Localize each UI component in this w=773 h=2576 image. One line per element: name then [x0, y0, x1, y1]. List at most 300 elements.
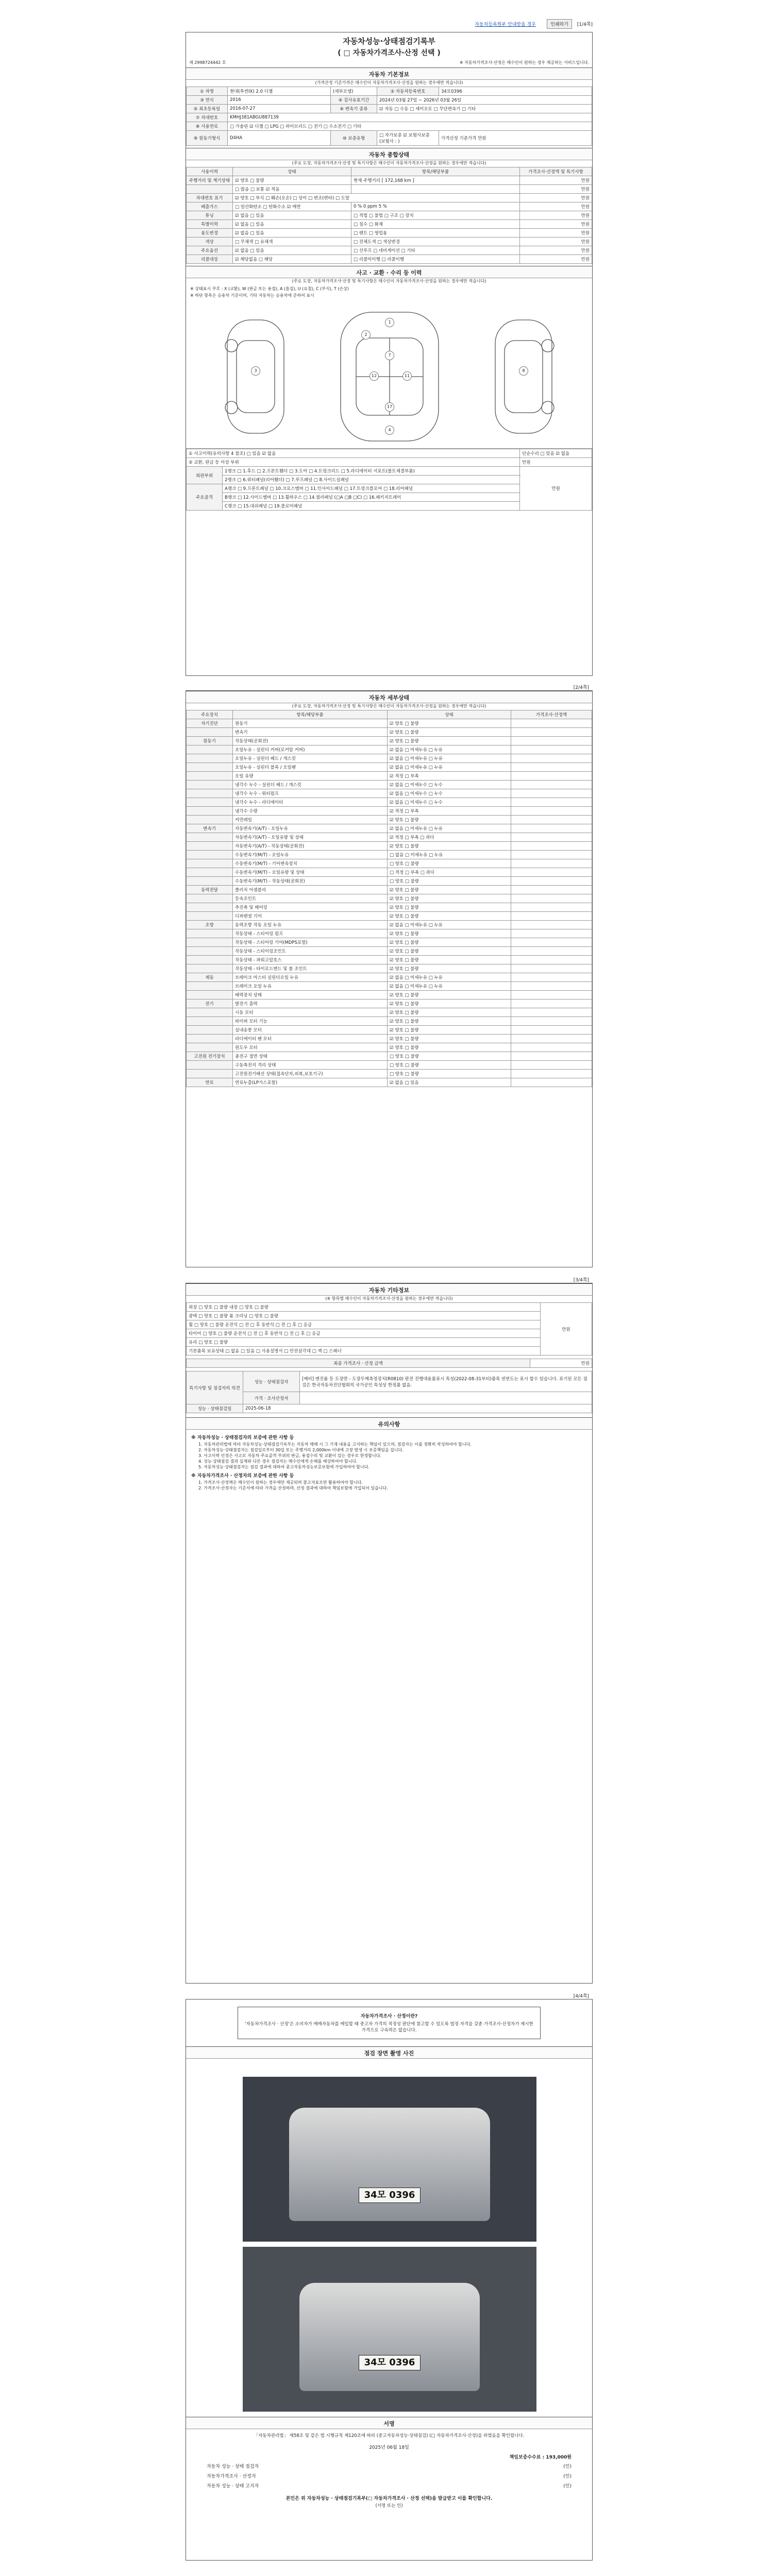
other-row: 기본품목 보유상태 □ 없음 □ 있음 □ 사용설명서 □ 안전삼각대 □ 잭 □ 스패너: [187, 1347, 541, 1355]
detail-cell-i: 윈도우 모터: [233, 1043, 388, 1052]
detail-cell-i: 자동변속기(A/T) - 오일유량 및 상태: [233, 833, 388, 842]
table-row: [187, 1347, 592, 1355]
signer-row: [186, 2461, 592, 2471]
table-row: [187, 833, 592, 842]
detail-cell-s: ☑ 없음 □ 있음: [388, 1078, 511, 1087]
table-row: [187, 781, 592, 789]
table-row: [187, 973, 592, 982]
row-item: □ 리콜미이행 □ 리콜이행: [351, 255, 520, 264]
table-row: [187, 859, 592, 868]
final-price-table: [186, 1359, 592, 1368]
detail-cell-price: [511, 956, 592, 964]
final-price-unit: 만원: [530, 1359, 592, 1368]
label-transmission: ⑥ 변속기 종류: [331, 105, 377, 113]
row-price: 만원: [520, 238, 592, 246]
detail-cell-s: ☑ 없음 □ 미세누유 □ 누유: [388, 982, 511, 991]
caution-item: 5. 자동차성능·상태점검자는 점검 결과에 대하여 중고자동차성능보증보험에 가입하여야 합니다.: [198, 1465, 369, 1469]
table-row: [187, 886, 592, 894]
detail-cell-g: [187, 772, 233, 781]
table-row: [187, 851, 592, 859]
special-label: 특기사항 및 점검자의 의견: [187, 1371, 243, 1404]
frame-rank-c: C랭크 □ 15.대쉬패널 □ 19.플로어패널: [223, 502, 520, 511]
outer-rank-2: 2랭크 □ 6.쿼터패널(리어휀더) □ 7.루프패널 □ 8.사이드실패널: [223, 476, 520, 484]
detail-note: (주요 도장, 자동차가격조사·산정 및 특기사항은 매수인이 자동차가격조사·산정을 원하는 경우에만 적습니다): [292, 704, 486, 708]
detail-cell-g: [187, 763, 233, 772]
detail-cell-s: ☑ 없음 □ 미세누유 □ 누유: [388, 745, 511, 754]
detail-head-0: 주요장치: [187, 710, 233, 719]
detail-table: [186, 710, 592, 1087]
accident-legend: ※ 상태표시 부호 : X (교환), W (판금 또는 용접), A (흠집), U (요철), C (부식), T (손상): [190, 286, 349, 291]
label-engine: ⑨ 원동기형식: [187, 131, 228, 146]
detail-cell-price: [511, 938, 592, 947]
detail-cell-g: [187, 894, 233, 903]
detail-cell-s: ☑ 없음 □ 미세누유 □ 누유: [388, 973, 511, 982]
basic-info-title: 자동차 기본정보: [186, 67, 592, 80]
row-item: □ 선루프 □ 네비게이션 □ 기타: [351, 246, 520, 255]
row-status: □ 많음 □ 보통 ☑ 적음: [233, 185, 351, 194]
row-item: 현재 주행거리 [ 172,168 km ]: [351, 176, 520, 185]
car-front-image: [289, 2108, 490, 2221]
table-row: [187, 1329, 592, 1338]
detail-cell-s: ☑ 양호 □ 불량: [388, 1035, 511, 1043]
form-title: 자동차성능·상태점검기록부: [343, 37, 435, 46]
panel-8: 8: [519, 366, 528, 376]
print-button[interactable]: 인쇄하기: [547, 19, 572, 29]
guarantee-fee: 책임보증수수료 : 193,000원: [509, 2455, 572, 2460]
detail-cell-g: [187, 1008, 233, 1017]
table-row: [187, 1026, 592, 1035]
panel-17: 17: [385, 402, 394, 412]
status-head-2: 항목/해당부품: [351, 167, 520, 176]
table-row: [187, 719, 592, 728]
frame-rank-b: B랭크 □ 12.사이드멤버 □ 13.휠하우스 □ 14.필러패널 (□A □B □C) □ 16.패키지트레이: [223, 493, 520, 502]
page-3-number: [3/4쪽]: [573, 1278, 589, 1283]
table-row: [187, 728, 592, 737]
table-row: [187, 1303, 592, 1312]
special-pricer-label: 가격 · 조사산정자: [243, 1392, 300, 1404]
detail-cell-g: 조향: [187, 921, 233, 929]
table-row: [187, 868, 592, 877]
detail-cell-g: [187, 868, 233, 877]
detail-cell-s: ☑ 양호 □ 불량: [388, 903, 511, 912]
page-2: [186, 685, 593, 1267]
sign-date: 2025년 06월 18일: [369, 2445, 409, 2450]
table-row: [187, 745, 592, 754]
other-row: 타이어 □ 양호 □ 불량 운전석 □ 전 □ 후 동반석 □ 전 □ 후 □ 응급: [187, 1329, 541, 1338]
row-price: 만원: [520, 202, 592, 211]
page-3: [186, 1278, 593, 1984]
detail-cell-g: [187, 938, 233, 947]
detail-cell-price: [511, 894, 592, 903]
reg-no: 34모0396: [439, 87, 592, 96]
detail-cell-price: [511, 807, 592, 816]
detail-cell-s: ☑ 없음 □ 미세누수 □ 누수: [388, 798, 511, 807]
detail-cell-i: 커먼레일: [233, 816, 388, 824]
caution-body: [186, 1430, 592, 1493]
detail-cell-i: 냉각수 수량: [233, 807, 388, 816]
row-status: ☑ 양호 □ 부식 □ 훼손(오손) □ 상이 □ 변조(변타) □ 도말: [233, 194, 520, 202]
table-row: [187, 807, 592, 816]
detail-title: 자동차 세부상태: [186, 691, 592, 703]
basic-info-note: (가격산정 기준가격은 매수인이 자동차가격조사·산정을 원하는 경우에만 적습니다): [315, 80, 463, 85]
pricing-info-text: '자동차가격조사 · 산정'은 소비자가 매매자동차를 매입할 때 중고차 가격의 적정성 판단에 참고할 수 있도록 법정 자격을 갖춘 가격조사·산정자가 제시한 가격으로 구속력은 없습니다.: [245, 2022, 533, 2033]
page-4: [186, 1994, 593, 2561]
caution-item: 3. 사고이력 인정은 사고로 자동차 주요골격 부위의 판금, 용접수리 및 교환이 있는 경우로 한정합니다.: [198, 1453, 381, 1458]
row-price: 만원: [520, 185, 592, 194]
row-price: 만원: [520, 211, 592, 220]
detail-cell-i: 원동기: [233, 719, 388, 728]
table-row: [187, 1338, 592, 1347]
detail-cell-s: ☑ 양호 □ 불량: [388, 816, 511, 824]
detail-cell-i: 작동상태 - 파워고압호스: [233, 956, 388, 964]
detail-cell-s: ☑ 양호 □ 불량: [388, 956, 511, 964]
detail-cell-s: ☑ 양호 □ 불량: [388, 1043, 511, 1052]
detail-cell-i: 시동 모터: [233, 1008, 388, 1017]
detail-cell-i: 고전원전기배선 상태(접속단자,피복,보호기구): [233, 1070, 388, 1078]
row-status: ☑ 없음 □ 있음: [233, 220, 351, 229]
accident-legend-2: ※ 하단 항목은 승용차 기준이며, 기타 자동차는 승용차에 준하여 표시: [190, 293, 314, 298]
detail-cell-g: [187, 1070, 233, 1078]
detail-cell-s: ☑ 양호 □ 불량: [388, 894, 511, 903]
registry-guide-link[interactable]: 자동차등록원부 안내받을 경우: [475, 22, 536, 27]
table-row: [187, 1035, 592, 1043]
detail-cell-i: 오일누유 - 실린더 헤드 / 개스킷: [233, 754, 388, 763]
accident-table: [186, 449, 592, 511]
signer-row: [186, 2471, 592, 2481]
detail-cell-price: [511, 903, 592, 912]
detail-cell-g: 원동기: [187, 737, 233, 745]
detail-cell-s: ☑ 적정 □ 부족: [388, 772, 511, 781]
signer-label: 자동차 성능 · 상태 고지자: [207, 2484, 259, 2489]
photo-title: 점검 장면 촬영 사진: [186, 2046, 592, 2059]
detail-cell-i: 배력장치 상태: [233, 991, 388, 999]
detail-cell-price: [511, 999, 592, 1008]
doc-note: ※ 자동차가격조사·산정은 매수인이 원하는 경우 제공하는 서비스입니다.: [459, 60, 589, 65]
row-price: 만원: [520, 220, 592, 229]
panel-12: 12: [369, 371, 379, 381]
date-label: 성능 · 상태점검일: [187, 1404, 243, 1413]
detail-cell-price: [511, 929, 592, 938]
detail-cell-s: ☑ 양호 □ 불량: [388, 991, 511, 999]
detail-cell-s: ☑ 없음 □ 미세누유 □ 누유: [388, 824, 511, 833]
detail-cell-s: ☑ 양호 □ 불량: [388, 1026, 511, 1035]
page-1: [186, 32, 593, 676]
table-row: [187, 763, 592, 772]
detail-cell-s: ☑ 양호 □ 불량: [388, 1008, 511, 1017]
detail-cell-price: [511, 1026, 592, 1035]
detail-cell-g: [187, 947, 233, 956]
detail-cell-g: 전기: [187, 999, 233, 1008]
detail-cell-price: [511, 973, 592, 982]
signer-label: 자동차가격조사 · 산정자: [207, 2474, 256, 2479]
page-indicator: [1/4쪽]: [577, 22, 593, 27]
detail-cell-s: ☑ 없음 □ 미세누수 □ 누수: [388, 781, 511, 789]
detail-cell-i: 자동변속기(A/T) - 작동상태(공회전): [233, 842, 388, 851]
detail-cell-price: [511, 859, 592, 868]
car-rear-image: [299, 2283, 480, 2391]
table-row: [187, 238, 592, 246]
other-row: 유리 □ 양호 □ 불량: [187, 1338, 541, 1347]
detail-cell-price: [511, 1035, 592, 1043]
detail-cell-i: 연료누출(LP가스포함): [233, 1078, 388, 1087]
detail-cell-i: 오일누유 - 실린더 커버(로커암 커버): [233, 745, 388, 754]
other-price: 만원: [541, 1303, 592, 1355]
row-item: [351, 185, 520, 194]
detail-cell-g: [187, 991, 233, 999]
detail-cell-price: [511, 912, 592, 921]
detail-cell-g: [187, 781, 233, 789]
detail-cell-i: 작동상태 - 스티어링조인트: [233, 947, 388, 956]
simple-repair: 단순수리 □ 있음 ☑ 없음: [520, 449, 592, 458]
vin: KMHJ381ABGU887139: [228, 113, 592, 122]
detail-cell-i: 오일 유량: [233, 772, 388, 781]
car-diagram: [186, 299, 592, 449]
row-status: □ 일산화탄소 □ 탄화수소 ☑ 매연: [233, 202, 351, 211]
label-first-reg: ⑤ 최초등록일: [187, 105, 228, 113]
detail-cell-g: 연료: [187, 1078, 233, 1087]
caution-list-2: [191, 1480, 587, 1491]
special-text: [예비] 엔진룸 등 도장면 - 도장두께측정장치(R0810) 판전 진행대용품표시 특성(2022-08-31부터)품목 빈번도는 표시 할수 있습니다. 표기된 모든 점검은 한국자동차진단협회의 국가공인 특성상 한정품 없음.: [300, 1371, 592, 1392]
row-label: 특별이력: [187, 220, 233, 229]
inspection-period: 2024년 03월 27일 ~ 2026년 03월 26일: [377, 96, 592, 105]
detail-cell-g: [187, 842, 233, 851]
detail-cell-g: [187, 851, 233, 859]
inspection-photo-rear: [243, 2247, 536, 2412]
page-4-number: [4/4쪽]: [573, 1994, 589, 1999]
row-status: ☑ 해당없음 □ 해당: [233, 255, 351, 264]
row-status: ☑ 없음 □ 있음: [233, 211, 351, 220]
detail-cell-s: □ 양호 □ 불량: [388, 859, 511, 868]
detail-cell-s: □ 적정 □ 부족 □ 과다: [388, 868, 511, 877]
detail-cell-i: 작동상태(공회전): [233, 737, 388, 745]
table-row: [187, 964, 592, 973]
detail-cell-i: 수동변속기(M/T) - 오일유량 및 상태: [233, 868, 388, 877]
other-row: 광택 □ 양호 □ 불량 룸 크리닝 □ 양호 □ 불량: [187, 1312, 541, 1320]
status-note: (주요 도장, 자동차가격조사·산정 및 특기사항은 매수인이 자동차가격조사·산정을 원하는 경우에만 적습니다): [292, 161, 486, 165]
detail-cell-s: ☑ 없음 □ 미세누유 □ 누유: [388, 921, 511, 929]
detail-cell-price: [511, 947, 592, 956]
detail-cell-price: [511, 851, 592, 859]
row-price: 만원: [520, 246, 592, 255]
transmission: ☑ 자동 □ 수동 □ 세미오토 □ 무단변속기 □ 기타: [377, 105, 592, 113]
row-item: □ 침수 □ 화재: [351, 220, 520, 229]
signer-seal: (인): [563, 2474, 572, 2479]
detail-cell-s: ☑ 없음 □ 미세누유 □ 누유: [388, 763, 511, 772]
detail-cell-s: ☑ 양호 □ 불량: [388, 719, 511, 728]
detail-cell-i: 등속조인트: [233, 894, 388, 903]
detail-cell-g: [187, 1017, 233, 1026]
detail-cell-g: 고전원 전기장치: [187, 1052, 233, 1061]
detail-cell-g: [187, 859, 233, 868]
basic-info-table: [186, 87, 592, 146]
table-row: [187, 1078, 592, 1087]
detail-cell-g: [187, 912, 233, 921]
doc-number: 제 2998724442 호: [189, 60, 226, 65]
plate-rear: 34모 0396: [359, 2355, 421, 2370]
detail-cell-g: [187, 798, 233, 807]
frame-rank-a: A랭크 □ 9.프론트패널 □ 10.크로스멤버 □ 11.인사이드패널 □ 17.트렁크플로어 □ 18.리어패널: [223, 484, 520, 493]
exchange-price: 만원: [520, 458, 592, 467]
detail-cell-i: 브레이크 마스터 실린더오일 누유: [233, 973, 388, 982]
detail-cell-s: □ 양호 □ 불량: [388, 877, 511, 886]
detail-cell-i: 와이퍼 모터 기능: [233, 1017, 388, 1026]
detail-cell-price: [511, 728, 592, 737]
detail-cell-price: [511, 982, 592, 991]
other-note: (※ 항목별 매수인이 자동차가격조사·산정을 원하는 경우에만 적습니다): [325, 1296, 453, 1301]
detail-cell-i: 구동축전지 격리 상태: [233, 1061, 388, 1070]
detail-cell-i: 수동변속기(M/T) - 오일누유: [233, 851, 388, 859]
frame-label: 주요골격: [187, 484, 223, 511]
detail-cell-price: [511, 798, 592, 807]
other-title: 자동차 기타정보: [186, 1283, 592, 1296]
detail-cell-g: [187, 964, 233, 973]
detail-cell-s: ☑ 양호 □ 불량: [388, 912, 511, 921]
receipt-text: 본인은 위 자동차성능 · 상태점검기록부(□ 자동차가격조사 · 산정 선택)을 발급받고 이를 확인합니다.: [285, 2496, 493, 2501]
detail-head-3: 가격조사·산정액: [511, 710, 592, 719]
row-item: □ 적법 □ 불법 □ 구조 □ 장치: [351, 211, 520, 220]
status-head-1: 상태: [233, 167, 351, 176]
caution-item: 2. 가격조사·산정자는 기준서에 따라 가격을 산정하며, 산정 결과에 대하여 책임보험에 가입되어 있습니다.: [198, 1486, 388, 1490]
detail-cell-g: [187, 1035, 233, 1043]
row-status: □ 무채색 □ 유채색: [233, 238, 351, 246]
receiver-sign: (서명 또는 인): [375, 2503, 403, 2509]
table-row: [187, 194, 592, 202]
label-warranty: ⑩ 보증유형: [331, 131, 377, 146]
detail-cell-i: 클러치 어셈블리: [233, 886, 388, 894]
detail-cell-s: ☑ 양호 □ 불량: [388, 842, 511, 851]
label-car-name: ① 차명: [187, 87, 228, 96]
detail-cell-s: ☑ 양호 □ 불량: [388, 964, 511, 973]
engine: D4HA: [228, 131, 331, 146]
row-item: □ 렌트 □ 영업용: [351, 229, 520, 238]
detail-cell-s: ☑ 양호 □ 불량: [388, 947, 511, 956]
table-row: [187, 842, 592, 851]
detail-cell-g: [187, 929, 233, 938]
detail-cell-s: ☑ 양호 □ 불량: [388, 929, 511, 938]
detail-cell-price: [511, 754, 592, 763]
table-row: [187, 1320, 592, 1329]
row-label: 주요옵션: [187, 246, 233, 255]
signature-section: [186, 2417, 592, 2509]
table-row: [187, 894, 592, 903]
caution-item: 1. 자동차관리법에 따라 자동차성능·상태점검기록부는 자동차 매매 시 그 기재 내용을 고지하는 책임이 있으며, 점검자는 이를 정확히 작성하여야 합니다.: [198, 1442, 472, 1447]
row-label: [187, 185, 233, 194]
detail-cell-i: 발전기 출력: [233, 999, 388, 1008]
special-inspector-label: 성능 · 상태점검자: [243, 1371, 300, 1392]
detail-cell-i: 냉각수 누수 - 라디에이터: [233, 798, 388, 807]
detail-cell-i: 작동상태 - 스티어링 펌프: [233, 929, 388, 938]
panel-7: 7: [385, 351, 394, 360]
caution-heading-2: ※ 자동차가격조사 · 산정자의 보증에 관한 사항 등: [191, 1473, 294, 1479]
table-row: [187, 991, 592, 999]
status-head-3: 가격조사·산정액 및 특기사항: [520, 167, 592, 176]
table-row: [187, 956, 592, 964]
detail-cell-i: 수동변속기(M/T) - 작동상태(공회전): [233, 877, 388, 886]
frame-price: 만원: [520, 467, 592, 511]
table-row: [187, 798, 592, 807]
detail-cell-price: [511, 833, 592, 842]
table-row: [187, 246, 592, 255]
caution-item: 4. 성능·상태점검 결과 실제와 다른 경우 점검자는 매수인에게 손해를 배상하여야 합니다.: [198, 1459, 358, 1464]
table-row: [187, 816, 592, 824]
row-item: □ 전체도색 □ 색상변경: [351, 238, 520, 246]
table-row: [187, 903, 592, 912]
detail-cell-i: 작동상태 - 스티어링 기어(MDPS포함): [233, 938, 388, 947]
sign-title: 서명: [186, 2417, 592, 2429]
plate-front: 34모 0396: [359, 2188, 421, 2203]
detail-cell-s: ☑ 없음 □ 미세누수 □ 누수: [388, 789, 511, 798]
detail-cell-s: ☑ 적정 □ 부족 □ 과다: [388, 833, 511, 842]
row-label: 주행거리 및 계기상태: [187, 176, 233, 185]
detail-cell-i: 자동변속기(A/T) - 오일누유: [233, 824, 388, 833]
detail-cell-i: 디퍼렌셜 기어: [233, 912, 388, 921]
table-row: [187, 176, 592, 185]
detail-cell-price: [511, 719, 592, 728]
label-year: ③ 연식: [187, 96, 228, 105]
table-row: [187, 912, 592, 921]
table-row: [187, 982, 592, 991]
detail-cell-g: [187, 1026, 233, 1035]
detail-cell-g: 제동: [187, 973, 233, 982]
detail-cell-price: [511, 781, 592, 789]
sign-text: 「자동차관리법」 제58조 및 같은 법 시행규칙 제120조에 따라 (중고자동차성능·상태점검) (□ 자동차가격조사·산정)을 하였음을 확인합니다.: [254, 2433, 525, 2438]
base-price: 가격산정 기준가격 만원: [439, 131, 592, 146]
accident-note: (주요 도장, 자동차가격조사·산정 및 특기사항은 매수인이 자동차가격조사·산정을 원하는 경우에만 적습니다): [292, 279, 486, 283]
row-price: 만원: [520, 255, 592, 264]
special-table: [186, 1371, 592, 1413]
detail-cell-i: 추진축 및 베어링: [233, 903, 388, 912]
table-row: [187, 220, 592, 229]
table-row: [187, 754, 592, 763]
table-row: [187, 1070, 592, 1078]
detail-cell-price: [511, 868, 592, 877]
panel-11: 11: [402, 371, 412, 381]
label-vin: ⑦ 차대번호: [187, 113, 228, 122]
table-row: [187, 938, 592, 947]
detail-cell-price: [511, 763, 592, 772]
panel-2: 2: [361, 330, 371, 340]
detail-cell-s: ☑ 적정 □ 부족: [388, 807, 511, 816]
detail-cell-g: 자기진단: [187, 719, 233, 728]
detail-cell-price: [511, 816, 592, 824]
detail-cell-i: 냉각수 누수 - 실린더 헤드 / 개스킷: [233, 781, 388, 789]
table-row: [187, 772, 592, 781]
detail-cell-g: [187, 956, 233, 964]
detail-cell-i: 냉각수 누수 - 워터펌프: [233, 789, 388, 798]
detail-cell-g: [187, 1043, 233, 1052]
detail-cell-price: [511, 1061, 592, 1070]
detail-cell-g: 동력전달: [187, 886, 233, 894]
fuel: □ 가솔린 ☑ 디젤 □ LPG □ 하이브리드 □ 전기 □ 수소전기 □ 기타: [228, 122, 592, 131]
detail-cell-price: [511, 745, 592, 754]
other-row: 외장 □ 양호 □ 불량 내장 □ 양호 □ 불량: [187, 1303, 541, 1312]
car-submodel: (세부모델): [331, 87, 377, 96]
detail-cell-price: [511, 1017, 592, 1026]
detail-cell-price: [511, 877, 592, 886]
detail-cell-i: 오일누유 - 실린더 블록 / 오일팬: [233, 763, 388, 772]
table-row: [187, 999, 592, 1008]
label-fuel: ⑧ 사용연료: [187, 122, 228, 131]
table-row: [187, 229, 592, 238]
table-row: [187, 1312, 592, 1320]
label-inspection: ④ 검사유효기간: [331, 96, 377, 105]
detail-cell-s: ☑ 없음 □ 미세누유 □ 누유: [388, 754, 511, 763]
detail-cell-s: ☑ 양호 □ 불량: [388, 737, 511, 745]
accident-title: 사고 · 교환 · 수리 등 이력: [186, 266, 592, 278]
detail-cell-price: [511, 991, 592, 999]
detail-cell-price: [511, 737, 592, 745]
caution-item: 1. 가격조사·산정액은 매수인이 원하는 경우에만 제공되며 참고자료로만 활용하여야 합니다.: [198, 1480, 363, 1485]
